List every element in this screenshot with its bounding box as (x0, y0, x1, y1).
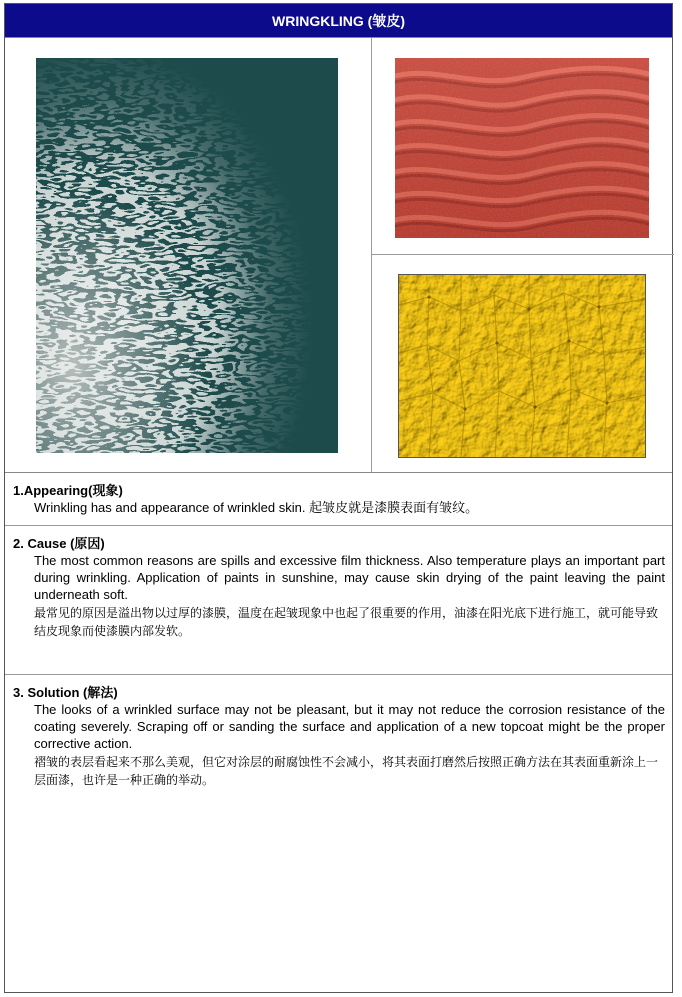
grid-divider-vertical (371, 38, 372, 472)
page-title: WRINGKLING (皱皮) (272, 12, 405, 29)
wrinkled-yellow-photo (398, 274, 646, 458)
section-cause-title: 2. Cause (原因) (13, 536, 105, 551)
section-cause (5, 526, 672, 674)
document-sheet (4, 3, 673, 993)
section-cause-text-zh: 最常见的原因是溢出物以过厚的漆膜，温度在起皱现象中也起了很重要的作用，油漆在阳光底下进行施工，就可能导致结皮现象而使漆膜内部发软。 (34, 606, 659, 638)
photo-grid (5, 37, 672, 473)
section-solution (5, 675, 672, 985)
section-appearing-title: 1.Appearing(现象) (13, 483, 123, 498)
section-solution-title: 3. Solution (解法) (13, 685, 118, 700)
section-solution-text-zh: 褶皱的表层看起来不那么美观，但它对涂层的耐腐蚀性不会减小，将其表面打磨然后按照正确方法在其表面重新涂上一层面漆，也许是一种正确的举动。 (34, 755, 659, 787)
section-appearing (5, 473, 672, 525)
section-appearing-text: Wrinkling has and appearance of wrinkled skin. 起皱皮就是漆膜表面有皱纹。 (34, 500, 479, 515)
section-cause-text: The most common reasons are spills and excessive film thickness. Also temperature plays an important part during wrinkling. Application of paints in sunshine, may cause skin drying of the paint leaving the paint underneath soft. (34, 553, 665, 602)
wrinkled-red-photo (395, 58, 649, 238)
section-solution-text: The looks of a wrinkled surface may not be pleasant, but it may not reduce the corrosion resistance of the coating severely. Scraping off or sanding the surface and application of a new topcoat might be the proper corrective action. (34, 702, 665, 751)
grid-divider-horizontal (371, 254, 674, 255)
title-bar (5, 4, 672, 37)
wrinkled-teal-photo (36, 58, 338, 453)
